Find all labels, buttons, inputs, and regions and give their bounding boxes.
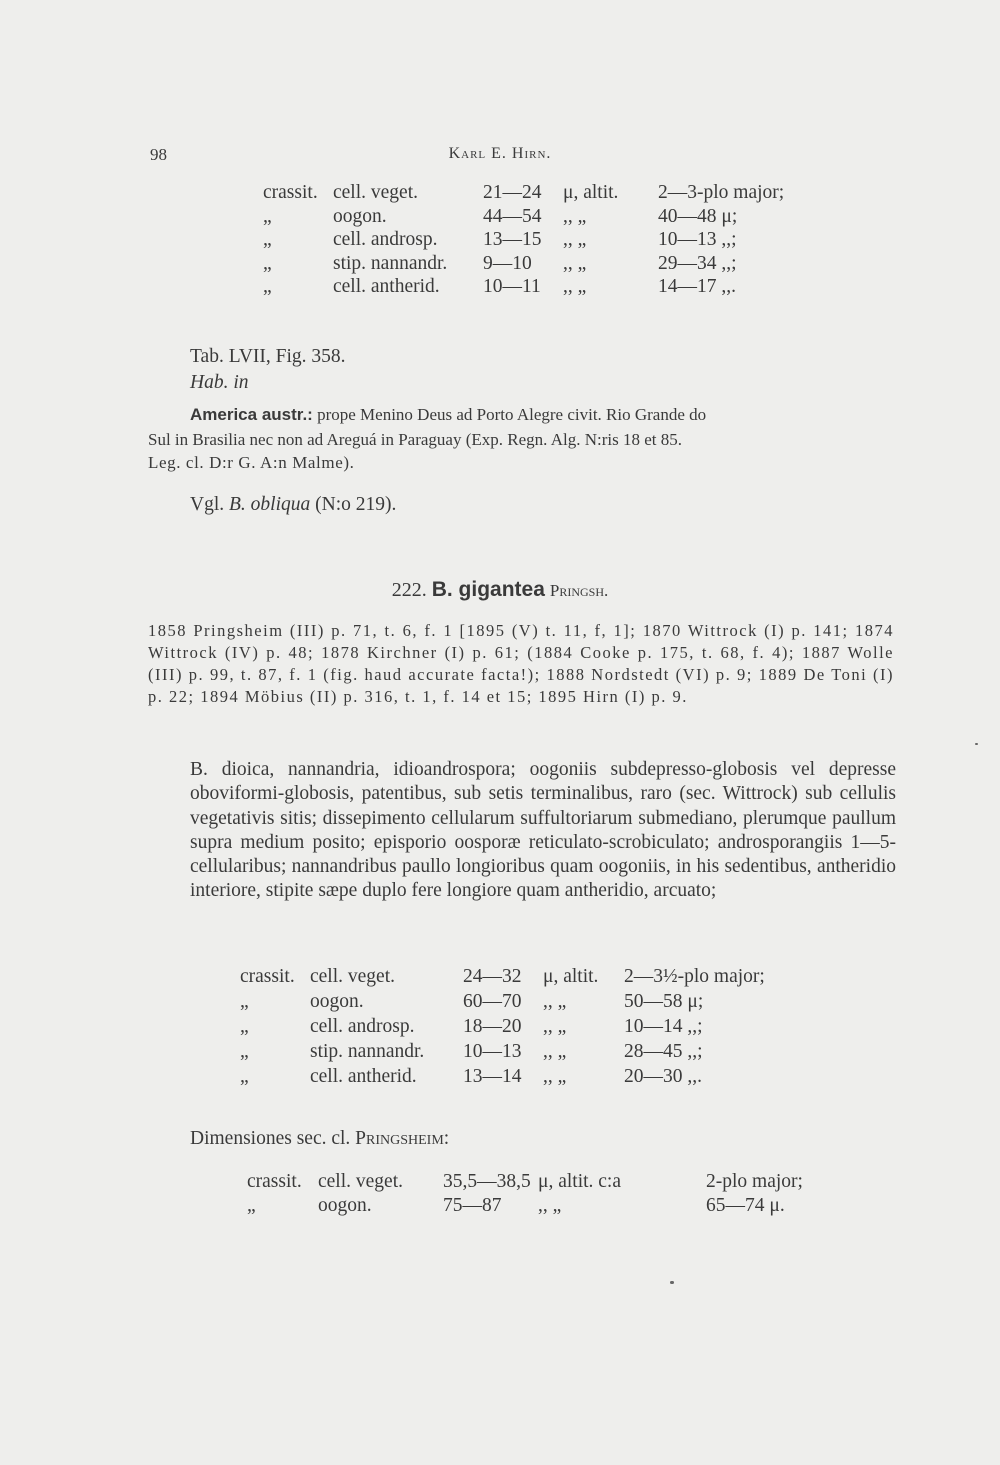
measurement-cell: 60—70 [463, 991, 522, 1012]
measurement-cell: 20—30 ,,. [624, 1066, 702, 1087]
measurement-cell: „ [240, 1066, 249, 1087]
measurement-cell: 65—74 μ. [706, 1195, 785, 1216]
measurement-cell: 2-plo major; [706, 1171, 803, 1192]
measurement-cell: oogon. [333, 205, 387, 227]
measurement-cell: crassit. [240, 966, 295, 987]
measurement-cell: 21—24 [483, 182, 542, 203]
measurement-cell: ,, „ [543, 1016, 567, 1037]
species-diagnosis: B. dioica, nannandria, idioandrospora; oogoniis subdepresso-globosis vel depresse oboviformi-globosis, patentibus, sub setis terminalibus, raro (sec. Wittrock) sub cellulis vegetativis sitis; dissepimento cellularum suffultoriarum submediano, plerumque paullum supra medium posito; episporio oosporæ reticulato-scrobiculato; androsporangiis 1—5-cellularibus; nannandribus paullo longioribus quam oogoniis, in his sedentibus, antheridio interiore, stipite sæpe duplo fere longiore quam antheridio, arcuato; [190, 759, 896, 902]
running-title: Karl E. Hirn. [448, 145, 552, 162]
plate-reference: Tab. LVII, Fig. 358. [190, 346, 346, 367]
measurement-cell: ,, „ [563, 276, 587, 297]
measurement-cell: crassit. [263, 182, 318, 203]
compare-note [190, 494, 396, 516]
measurement-cell: oogon. [310, 991, 364, 1012]
habitat-line-2: Sul in Brasilia nec non ad Areguá in Paraguay (Exp. Regn. Alg. N:ris 18 et 85. [148, 430, 682, 449]
page-number: 98 [150, 145, 167, 164]
measurement-cell: cell. antherid. [333, 276, 440, 297]
habitat-label: Hab. in [190, 372, 249, 393]
compare-species: B. obliqua [229, 494, 311, 515]
measurement-cell: 2—3-plo major; [658, 182, 785, 203]
habitat-locality: prope Menino Deus ad Porto Alegre civit. Rio Grande do [317, 405, 707, 424]
measurement-cell: „ [247, 1195, 256, 1216]
measurement-cell: 2—3½-plo major; [624, 966, 765, 987]
species-author: Pringsh. [549, 581, 609, 600]
bibliography-references: 1858 Pringsheim (III) p. 71, t. 6, f. 1 [1895 (V) t. 11, f, 1]; 1870 Wittrock (I) p. 141; 1874 Wittrock (IV) p. 48; 1878 Kirchner (I) p. 61; (1884 Cooke p. 175, t. 68, f. 4); 1887 Wolle (III) p. 99, t. 87, f. 1 (fig. haud accurate facta!); 1888 Nordstedt (VI) p. 9; 1889 De Toni (I) p. 22; 1894 Möbius (II) p. 316, t. 1, f. 14 et 15; 1895 Hirn (I) p. 9. [148, 621, 894, 706]
measurement-cell: ,, „ [538, 1195, 562, 1216]
measurement-cell: ,, „ [543, 1041, 567, 1062]
measurement-cell: stip. nannandr. [333, 252, 448, 274]
species-name: B. gigantea [431, 578, 545, 601]
measurement-cell: „ [263, 252, 272, 274]
ink-speck [975, 743, 978, 745]
measurement-cell: ,, „ [543, 1066, 567, 1087]
dimensiones-note [190, 1128, 449, 1150]
measurement-cell: 29—34 ,,; [658, 252, 737, 274]
dimensiones-prefix: Dimensiones sec. cl. [190, 1128, 351, 1149]
habitat-line-3: Leg. cl. D:r G. A:n Malme). [148, 453, 355, 472]
measurement-cell: 10—11 [483, 276, 541, 297]
measurement-cell: „ [263, 205, 272, 227]
measurement-cell: ,, „ [563, 229, 587, 250]
measurement-cell: cell. veget. [333, 182, 418, 203]
measurement-cell: „ [240, 1016, 249, 1037]
measurement-cell: 18—20 [463, 1016, 522, 1037]
measurement-cell: 14—17 ,,. [658, 276, 736, 297]
measurement-cell: 10—14 ,,; [624, 1016, 703, 1037]
measurement-cell: cell. androsp. [310, 1016, 415, 1037]
measurement-cell: cell. androsp. [333, 229, 438, 250]
measurement-cell: cell. veget. [318, 1171, 403, 1192]
measurement-cell: 13—14 [463, 1066, 522, 1087]
compare-prefix: Vgl. [190, 494, 225, 515]
measurement-cell: 13—15 [483, 229, 542, 250]
measurement-cell: 35,5—38,5 [443, 1171, 531, 1192]
measurement-cell: 10—13 ,,; [658, 229, 737, 250]
measurement-cell: 40—48 μ; [658, 205, 738, 227]
ink-speck [670, 1281, 674, 1284]
measurement-cell: crassit. [247, 1171, 302, 1192]
measurement-cell: stip. nannandr. [310, 1041, 425, 1062]
species-number: 222. [391, 579, 427, 601]
habitat-line-1 [190, 405, 706, 425]
compare-number: (N:o 219). [315, 494, 397, 515]
measurement-cell: „ [263, 229, 272, 250]
measurement-cell: 44—54 [483, 205, 542, 227]
measurement-cell: ,, „ [543, 991, 567, 1012]
measurement-cell: ,, „ [563, 205, 587, 227]
species-heading [0, 578, 1000, 602]
measurement-cell: μ, altit. c:a [538, 1171, 622, 1192]
measurement-cell: 10—13 [463, 1041, 522, 1062]
measurement-cell: cell. veget. [310, 966, 395, 987]
measurement-cell: 9—10 [483, 252, 532, 274]
measurement-cell: 50—58 μ; [624, 991, 704, 1012]
measurement-cell: ,, „ [563, 252, 587, 274]
measurement-cell: „ [263, 276, 272, 297]
dimensiones-author: Pringsheim: [355, 1128, 450, 1149]
measurement-cell: 24—32 [463, 966, 522, 987]
measurement-cell: 28—45 ,,; [624, 1041, 703, 1062]
measurement-cell: „ [240, 991, 249, 1012]
measurement-cell: μ, altit. [563, 182, 619, 203]
measurement-cell: „ [240, 1041, 249, 1062]
measurement-cell: μ, altit. [543, 966, 599, 987]
measurement-cell: cell. antherid. [310, 1066, 417, 1087]
measurement-cell: oogon. [318, 1195, 372, 1216]
measurement-cell: 75—87 [443, 1195, 502, 1216]
habitat-region: America austr.: [190, 405, 313, 424]
